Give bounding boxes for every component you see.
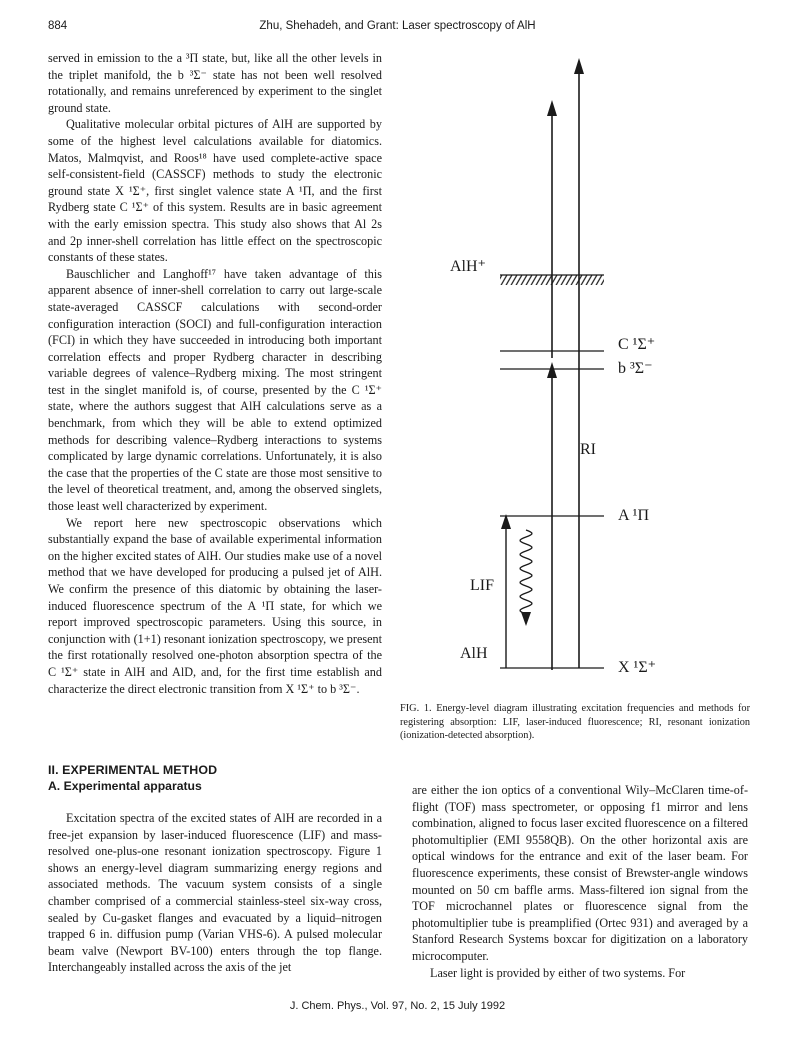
figure-caption: FIG. 1. Energy-level diagram illustrating excitation frequencies and methods for registering absorption: LIF, laser-induced fluorescence; RI, resonant ionization (ionization-detected absorption). bbox=[400, 703, 750, 742]
section-header-block bbox=[48, 763, 382, 801]
ion-label: AlH⁺ bbox=[450, 258, 486, 275]
paragraph: Excitation spectra of the excited states of AlH are recorded in a free-jet expansion by laser-induced fluorescence (LIF) and mass-resolved one-plus-one resonant ionization spectroscopy. Figure 1 shows an energy-level diagram summarizing energy regions and associated methods. The vacuum system consists of a single chamber comprised of a commercial stainless-steel six-way cross, sealed by Cu-gasket flanges and evacuated by a liquid–nitrogen trapped 6 in. diffusion pump (Varian VHS-6). A pulsed molecular beam valve (Newport BV-100) enters through the top flange. Interchangeably installed across the axis of the jet bbox=[48, 811, 382, 975]
column-left-top bbox=[48, 50, 382, 697]
paragraph: Bauschlicher and Langhoff¹⁷ have taken advantage of this apparent absence of inner-shell correlation to carry out large-scale state-averaged CASSCF calculations with second-order configuration interaction (SOCI) and full-configuration interaction (FCI) in which they have succeeded in introducing both important correlation effects and proper Rydberg character in describing variable degrees of valence–Rydberg mixing. The most stringent test in the singlet manifold is, of course, presented by the C ¹Σ⁺ state, where the authors suggest that AlH calculations serve as a benchmark, from which they will be able to extend optimized methods for describing valence–Rydberg interactions to systems complicated by large dynamic correlations. Unfortunately, it is also the case that the properties of the C state are those most sensitive to the level of theoretical treatment, and, among the observed singlets, those least well characterized by experiment. bbox=[48, 266, 382, 514]
column-right-bottom bbox=[412, 782, 748, 981]
energy-level-diagram bbox=[412, 48, 748, 698]
a-state-label: A ¹Π bbox=[618, 507, 650, 524]
page-header bbox=[48, 20, 747, 36]
paragraph: Laser light is provided by either of two systems. For bbox=[430, 965, 686, 980]
ionization-limit bbox=[500, 275, 604, 285]
subsection-heading: A. Experimental apparatus bbox=[48, 779, 202, 793]
ionization-arrow-long bbox=[574, 58, 584, 668]
paragraph: are either the ion optics of a conventional Wily–McClaren time-of-flight (TOF) mass spectrometer, or opposing f1 mirror and lens combination, aligned to focus laser excited fluorescence on a filtered photomultiplier (EMI 9558QB). On the other horizontal axis are optical windows for the entrance and exit of the laser beam. For fluorescence experiments, these consist of Brewster-angle windows mounted on 50 cm baffle arms. Mass-filtered ion signal from the TOF microchannel plates or fluorescence signal from the photomultiplier tube is preamplified (Ortec 931) and averaged by a Stanford Research Systems boxcar for digitization on a laboratory microcomputer. bbox=[412, 783, 748, 963]
journal-citation: J. Chem. Phys., Vol. 97, No. 2, 15 July 1992 bbox=[289, 1000, 506, 1012]
section-heading: II. EXPERIMENTAL METHOD bbox=[48, 763, 218, 777]
paragraph: served in emission to the a ³Π state, but, like all the other levels in the triplet manifold, the b ³Σ⁻ state has not been well resolved rotationally, and remains unreferenced by experiment to the singlet ground state. bbox=[48, 51, 382, 115]
lif-label: LIF bbox=[470, 577, 494, 594]
paragraph: We report here new spectroscopic observations which substantially expand the base of available experimental information on the higher excited states of AlH. Our studies make use of a novel method that we have developed for producing a pulsed jet of AlH. We confirm the presence of this diatomic by obtaining the laser-induced fluorescence spectrum of the A ¹Π state, for which we report improved spectroscopic parameters. Using this source, in conjunction with (1+1) resonant ionization spectroscopy, we present the first rotationally resolved one-photon absorption spectra of the C ¹Σ⁺ state in AlH and AlD, and, for the first time establish and characterize the direct electronic transition from X ¹Σ⁺ to b ³Σ⁻. bbox=[48, 515, 382, 696]
ri-label: RI bbox=[580, 441, 596, 458]
c-state-label: C ¹Σ⁺ bbox=[618, 336, 656, 353]
b-state-label: b ³Σ⁻ bbox=[618, 360, 653, 377]
fluorescence-wavy-arrow bbox=[520, 530, 532, 626]
x-state-label: X ¹Σ⁺ bbox=[618, 659, 657, 676]
ionization-arrow-short bbox=[547, 100, 557, 358]
lif-excitation-arrow bbox=[501, 514, 511, 668]
paragraph: Qualitative molecular orbital pictures of AlH are supported by some of the highest level calculations available for diatomics. Matos, Malmqvist, and Roos¹⁸ have used complete-active space self-consistent-field (CASSCF) methods to study the electronic ground state X ¹Σ⁺, first singlet valence state A ¹Π, and the first Rydberg state C ¹Σ⁺ of this system. Results are in basic agreement with the early emission spectra. This study also shows that Al 2s and 2p inner-shell correlation has little effect on the spectroscopic constants of these states. bbox=[48, 117, 382, 265]
ground-molecule-label: AlH bbox=[460, 645, 488, 662]
column-left-bottom bbox=[48, 810, 382, 976]
running-title: Zhu, Shehadeh, and Grant: Laser spectroscopy of AlH bbox=[259, 20, 536, 32]
page-number: 884 bbox=[48, 20, 68, 32]
